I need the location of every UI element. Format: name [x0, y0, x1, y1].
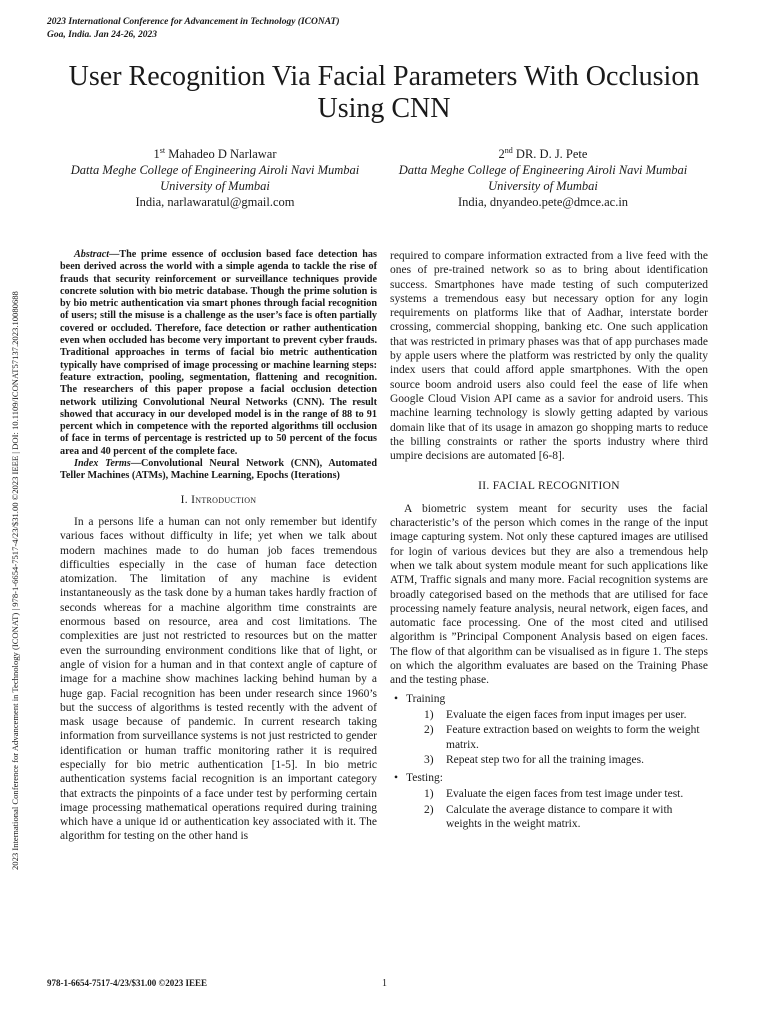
- training-label: Training: [406, 692, 446, 705]
- author-1-contact: India, narlawaratul@gmail.com: [135, 195, 295, 209]
- list-item-testing: [406, 771, 708, 831]
- author-1: [50, 146, 380, 210]
- facial-recognition-paragraph: A biometric system meant for security uses the facial characteristic’s of the person which comes in the range of the input image capturing system. Not only these captured images are utilised for login of various devices but they are also a tremendous help when we talk about system module meant for such applications like ATM, Traffic signals and many more. Facial recognition systems are broadly categorised based on the methods that are utilised for face processing namely feature analysis, neural network, eigen faces, and automatic face processing. One of the most cited and utilised algorithm is ”Principal Component Analysis based on eigen faces. The flow of that algorithm can be visualised as in figure 1. The steps on which the algorithm evaluates are based on the Training Phase and the testing phase.: [390, 502, 708, 687]
- introduction-paragraph: In a persons life a human can not only remember but identify various faces without difficulty in life; yet when we talk about modern machines made to do human job faces tremendous difficulties especially in the case of human face detection atomization. The limitation of any machine is evident instantaneously as the task done by a human takes hardly fraction of seconds whereas for a machine algorithm time constraints are enormous based on resource, area and cost limitations. The complexities are just not restricted to resources but on the matter even the surrounding environment conditions like that of light, or angle of vision for a human and in that context angle of capture of image for a machine show machines lacking behind human by a huge gap. Facial recognition has been under research since 1960’s but the success of algorithms is tested recently with the advent of mask usage because of pandemic. In current research taking information from surveillance systems is not just restricted to gender identification or human traffic monitoring rather it is required especially for bio metric authentication [1-5]. In bio metric authentication systems facial recognition is an important category that extracts the pinpoints of a face under test by performing certain image processing mathematical operations required during training which have a unique id or authentication key associated with it. The algorithm for testing on the other hand is: [60, 515, 377, 843]
- step-number: 2): [424, 803, 434, 816]
- section-2-title: FACIAL RECOGNITION: [492, 480, 620, 493]
- author-2-affiliation: Datta Meghe College of Engineering Airoli Navi Mumbai: [398, 163, 688, 177]
- step-number: 3): [424, 753, 434, 766]
- paper-title: User Recognition Via Facial Parameters With Occlusion Using CNN: [68, 61, 700, 124]
- list-item: [424, 723, 708, 752]
- introduction-continuation: required to compare information extracted from a live feed with the ones of pre-trained network so as to bring about identification success. Smartphones have made testing of such computerized systems a tremendous easy but necessary option for any login requirements on platforms like that of Aadhar, interstate border crossing, commercial shopping, banking etc. One such application that was restricted in primary phases was that of app purchases made by apple users where the platform was restricted by only the quality index users that could afford apple smartphones. With the open source boom android users also could feel the ease of life when Google Cloud Vision API came as a savior for android users. This machine learning technology is slowly getting adapted by various domain like that of its usage in amazon go shopping marts to reduce the billing constraints or rather the sports industry where third umpire decisions are automated [6-8].: [390, 250, 708, 463]
- section-1-title: Introduction: [191, 493, 257, 506]
- testing-steps: [406, 787, 708, 831]
- author-1-ordinal: 1: [153, 147, 160, 161]
- page-number: 1: [382, 978, 387, 989]
- step-text: Feature extraction based on weights to form the weight matrix.: [446, 724, 700, 751]
- section-2-numeral: II.: [478, 480, 490, 493]
- list-item: [424, 803, 708, 832]
- training-steps: [406, 708, 708, 767]
- index-terms: [60, 458, 377, 483]
- author-2-ordinal: 2: [498, 147, 505, 161]
- author-2-name: DR. D. J. Pete: [515, 147, 588, 161]
- author-2-university: University of Mumbai: [488, 179, 598, 193]
- list-item: [424, 753, 708, 767]
- author-2-name-line: [378, 146, 708, 162]
- author-2: [378, 146, 708, 210]
- author-1-university: University of Mumbai: [160, 179, 270, 193]
- abstract-label: Abstract: [74, 249, 110, 260]
- index-terms-label: Index Terms: [74, 458, 131, 470]
- author-1-affiliation: Datta Meghe College of Engineering Airoli Navi Mumbai: [70, 163, 360, 177]
- index-terms-text: —Convolutional Neural Network (CNN), Automated Teller Machines (ATMs), Machine Learning, Epochs (Iterations): [60, 458, 377, 482]
- abstract-text: —The prime essence of occlusion based face detection has been derived across the world with a simple agenda to tackle the rise of frauds that security reinforcement or surveillance techniques provide concrete solution with bio metric database. Though the prime solution is by bio metric authentication via smart phones through facial recognition of users; still the misuse is a challenge as the user’s face is often partially covered or occluded. Therefore, face detection or rather authentication even when occluded has become very important to prevent cyber frauds. Traditional approaches in terms of facial bio metric authentication typically have comprised of image processing or machine learning steps: feature extraction, pooling, segmentation, flattening and recognition. The researchers of this paper propose a facial occlusion detection network utilizing Convolutional Neural Networks (CNN). The result showed that accuracy in our developed model is in the range of 88 to 91 percent which in competence with the reported algorithms till occlusion of face in terms of percentage is restricted up to 50 percent of the focus area and 40 percent of the complete face.: [60, 249, 377, 457]
- step-text: Evaluate the eigen faces from test image under test.: [446, 788, 684, 801]
- author-2-ordinal-suffix: nd: [504, 145, 513, 155]
- conference-header: [47, 16, 340, 42]
- step-text: Calculate the average distance to compare it with weights in the weight matrix.: [446, 803, 673, 830]
- side-strip-doi: 2023 International Conference for Advancement in Technology (ICONAT) | 978-1-6654-7517-4/23/$31.00 ©2023 IEEE | DOI: 10.1109/ICONAT57137.2023.10080688: [10, 291, 20, 870]
- footer-identifier: 978-1-6654-7517-4/23/$31.00 ©2023 IEEE: [47, 978, 207, 988]
- author-1-name: Mahadeo D Narlawar: [168, 147, 277, 161]
- section-1-heading: [60, 493, 377, 507]
- step-text: Repeat step two for all the training images.: [446, 753, 644, 766]
- author-1-ordinal-suffix: st: [159, 145, 166, 155]
- step-number: 2): [424, 724, 434, 737]
- step-number: 1): [424, 788, 434, 801]
- list-item: [424, 708, 708, 722]
- right-column: [390, 249, 708, 835]
- list-item-training: [406, 692, 708, 767]
- step-number: 1): [424, 708, 434, 721]
- section-1-numeral: I.: [180, 493, 188, 506]
- conference-name: 2023 International Conference for Advancement in Technology (ICONAT): [47, 17, 340, 27]
- author-2-contact: India, dnyandeo.pete@dmce.ac.in: [457, 195, 629, 209]
- abstract: [60, 249, 377, 458]
- conference-location-date: Goa, India. Jan 24-26, 2023: [47, 30, 158, 40]
- section-2-heading: [390, 479, 708, 493]
- phase-list: [390, 692, 708, 832]
- list-item: [424, 787, 708, 801]
- left-column: [60, 249, 377, 844]
- step-text: Evaluate the eigen faces from input images per user.: [446, 708, 687, 721]
- author-1-name-line: [50, 146, 380, 162]
- testing-label: Testing:: [406, 772, 443, 785]
